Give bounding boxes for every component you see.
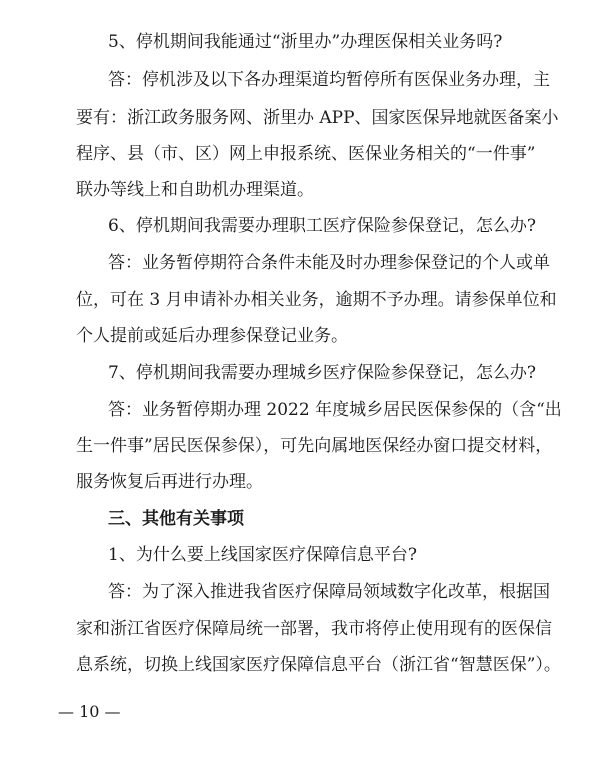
- answer-1-line-3: 息系统，切换上线国家医疗保障信息平台（浙江省“智慧医保”）。: [76, 655, 561, 675]
- answer-5-line-1: 答：停机涉及以下各办理渠道均暂停所有医保业务办理，主: [108, 70, 550, 90]
- question-7: 7、停机期间我需要办理城乡医疗保险参保登记，怎么办?: [108, 363, 536, 383]
- answer-1-line-2: 家和浙江省医疗保障局统一部署，我市将停止使用现有的医保信: [76, 619, 552, 639]
- answer-6-line-3: 个人提前或延后办理参保登记业务。: [76, 326, 348, 346]
- answer-7-line-1: 答：业务暂停期办理 2022 年度城乡居民医保参保的（含“出: [108, 400, 562, 420]
- answer-6-line-2: 位，可在 3 月申请补办相关业务，逾期不予办理。请参保单位和: [76, 290, 557, 310]
- page-number: — 10 —: [58, 702, 121, 721]
- answer-5-line-4: 联办等线上和自助机办理渠道。: [76, 180, 314, 200]
- answer-1-line-1: 答：为了深入推进我省医疗保障局领域数字化改革，根据国: [108, 582, 550, 602]
- answer-5-line-3: 程序、县（市、区）网上申报系统、医保业务相关的“一件事”: [76, 144, 536, 164]
- answer-6-line-1: 答：业务暂停期符合条件未能及时办理参保登记的个人或单: [108, 253, 550, 273]
- answer-7-line-2: 生一件事”居民医保参保），可先向属地医保经办窗口提交材料，: [76, 436, 553, 456]
- answer-7-line-3: 服务恢复后再进行办理。: [76, 472, 263, 492]
- question-6: 6、停机期间我需要办理职工医疗保险参保登记，怎么办?: [108, 216, 536, 236]
- section-heading-other-matters: 三、其他有关事项: [108, 509, 244, 529]
- question-1: 1、为什么要上线国家医疗保障信息平台?: [108, 545, 417, 565]
- question-5: 5、停机期间我能通过“浙里办”办理医保相关业务吗?: [108, 32, 503, 52]
- answer-5-line-2: 要有：浙江政务服务网、浙里办 APP、国家医保异地就医备案小: [76, 108, 559, 128]
